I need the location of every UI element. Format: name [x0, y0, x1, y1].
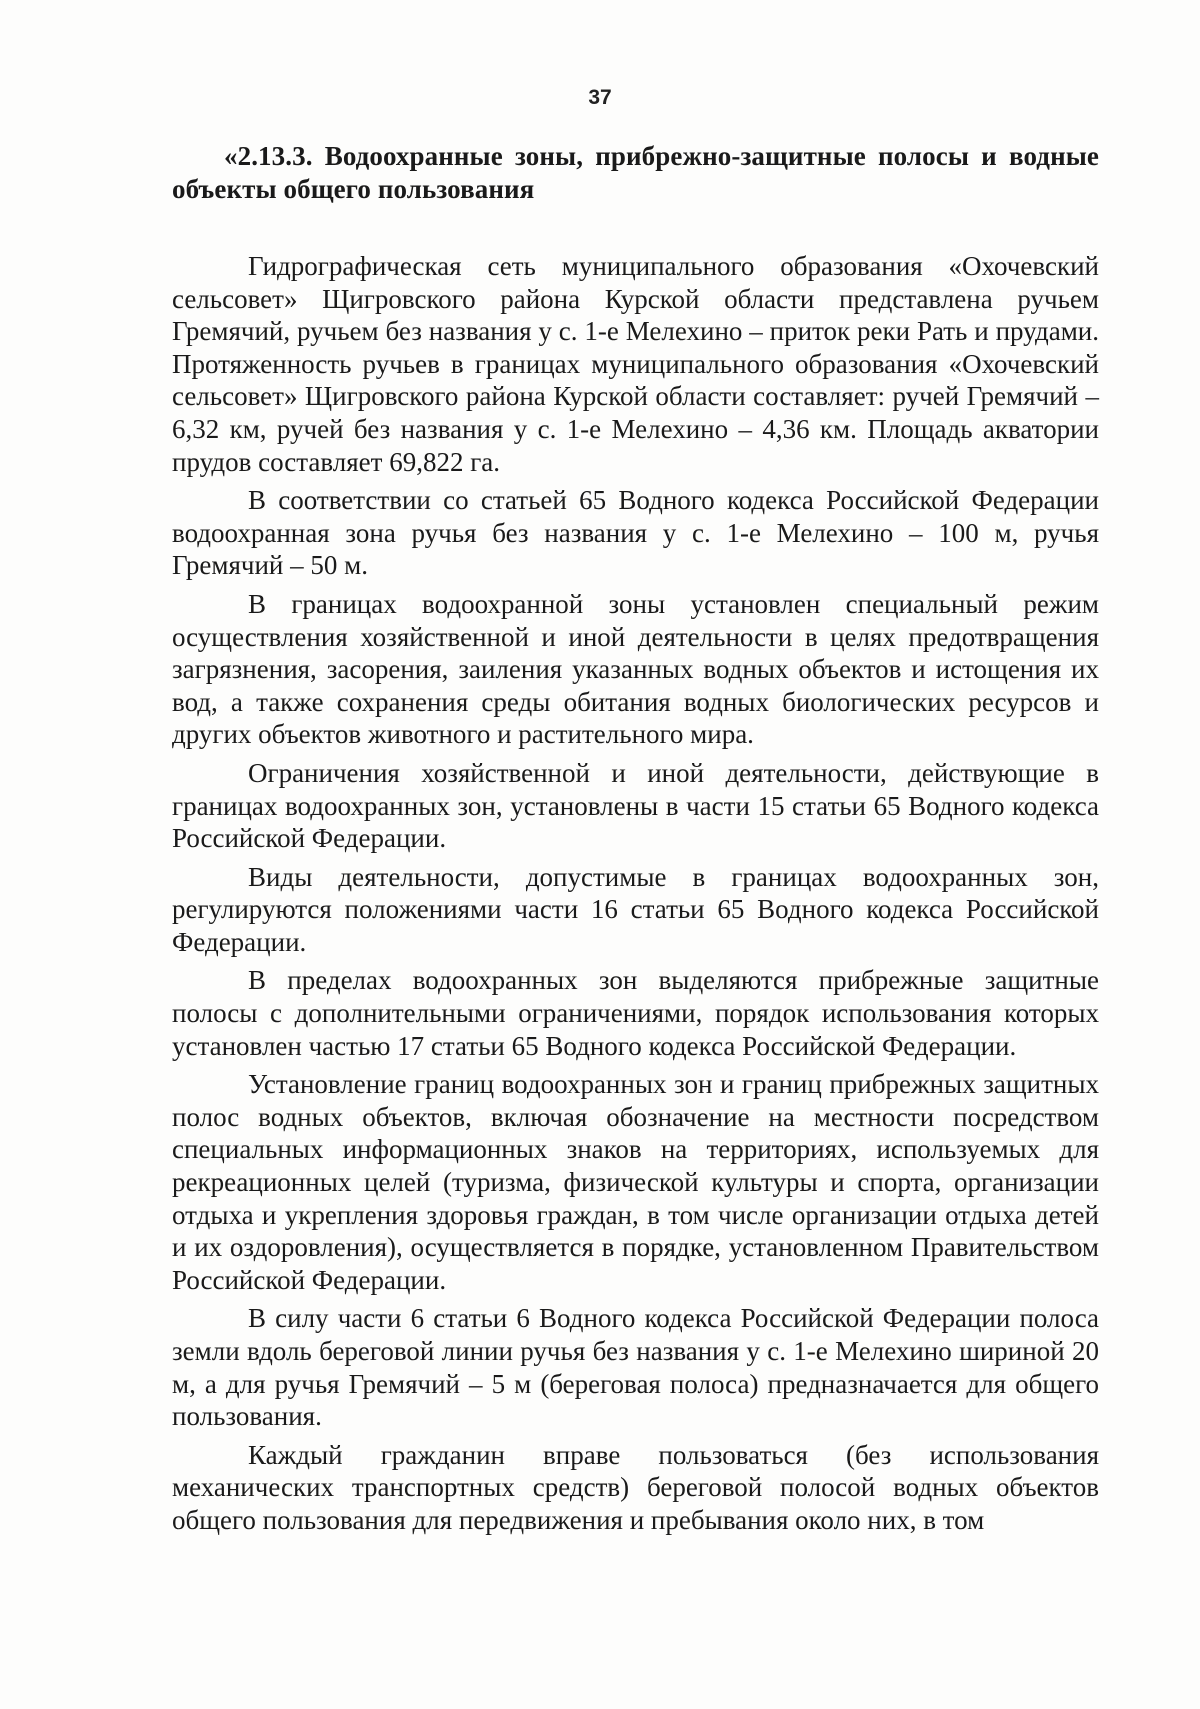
- paragraph-boundary-establishment: Установление границ водоохранных зон и границ прибрежных защитных полос водных объектов, включая обозначение на местности посредством специальных информационных знаков на территориях, используемых для рекреационных целей (туризма, физической культуры и спорта, организации отдыха и укрепления здоровья граждан, в том числе организации отдыха детей и их оздоровления), осуществляется в порядке, установленном Правительством Российской Федерации.: [172, 1069, 1099, 1295]
- paragraph-special-regime: В границах водоохранной зоны установлен специальный режим осуществления хозяйственной и иной деятельности в целях предотвращения загрязнения, засорения, заиления указанных водных объектов и истощения их вод, а также сохранения среды обитания водных биологических ресурсов и других объектов животного и растительного мира.: [172, 588, 1099, 750]
- paragraph-water-protection-zone-width: В соответствии со статьей 65 Водного кодекса Российской Федерации водоохранная зона ручья без названия у с. 1-е Мелехино – 100 м, ручья Гремячий – 50 м.: [172, 485, 1099, 581]
- section-heading: «2.13.3. Водоохранные зоны, прибрежно-защитные полосы и водные объекты общего пользования: [172, 141, 1099, 204]
- paragraph-activity-restrictions: Ограничения хозяйственной и иной деятельности, действующие в границах водоохранных зон, установлены в части 15 статьи 65 Водного кодекса Российской Федерации.: [172, 757, 1099, 854]
- page-number: 37: [588, 86, 612, 109]
- paragraph-permitted-activities: Виды деятельности, допустимые в границах водоохранных зон, регулируются положениями части 16 статьи 65 Водного кодекса Российской Федерации.: [172, 861, 1099, 957]
- paragraph-shoreline-strip: В силу части 6 статьи 6 Водного кодекса Российской Федерации полоса земли вдоль береговой линии ручья без названия у с. 1-е Мелехино шириной 20 м, а для ручья Гремячий – 5 м (береговая полоса) предназначается для общего пользования.: [172, 1303, 1099, 1432]
- paragraph-public-use-rights: Каждый гражданин вправе пользоваться (без использования механических транспортных средств) береговой полосой водных объектов общего пользования для передвижения и пребывания около них, в том: [172, 1439, 1099, 1535]
- document-body: [172, 140, 1099, 1537]
- paragraph-coastal-protective-strips: В пределах водоохранных зон выделяются прибрежные защитные полосы с дополнительными ограничениями, порядок использования которых установлен частью 17 статьи 65 Водного кодекса Российской Федерации.: [172, 965, 1099, 1061]
- paragraph-hydrographic-network: Гидрографическая сеть муниципального образования «Охочевский сельсовет» Щигровского района Курской области представлена ручьем Гремячий, ручьем без названия у с. 1-е Мелехино – приток реки Рать и прудами. Протяженность ручьев в границах муниципального образования «Охочевский сельсовет» Щигровского района Курской области составляет: ручей Гремячий – 6,32 км, ручей без названия у с. 1-е Мелехино – 4,36 км. Площадь акватории прудов составляет 69,822 га.: [172, 251, 1099, 477]
